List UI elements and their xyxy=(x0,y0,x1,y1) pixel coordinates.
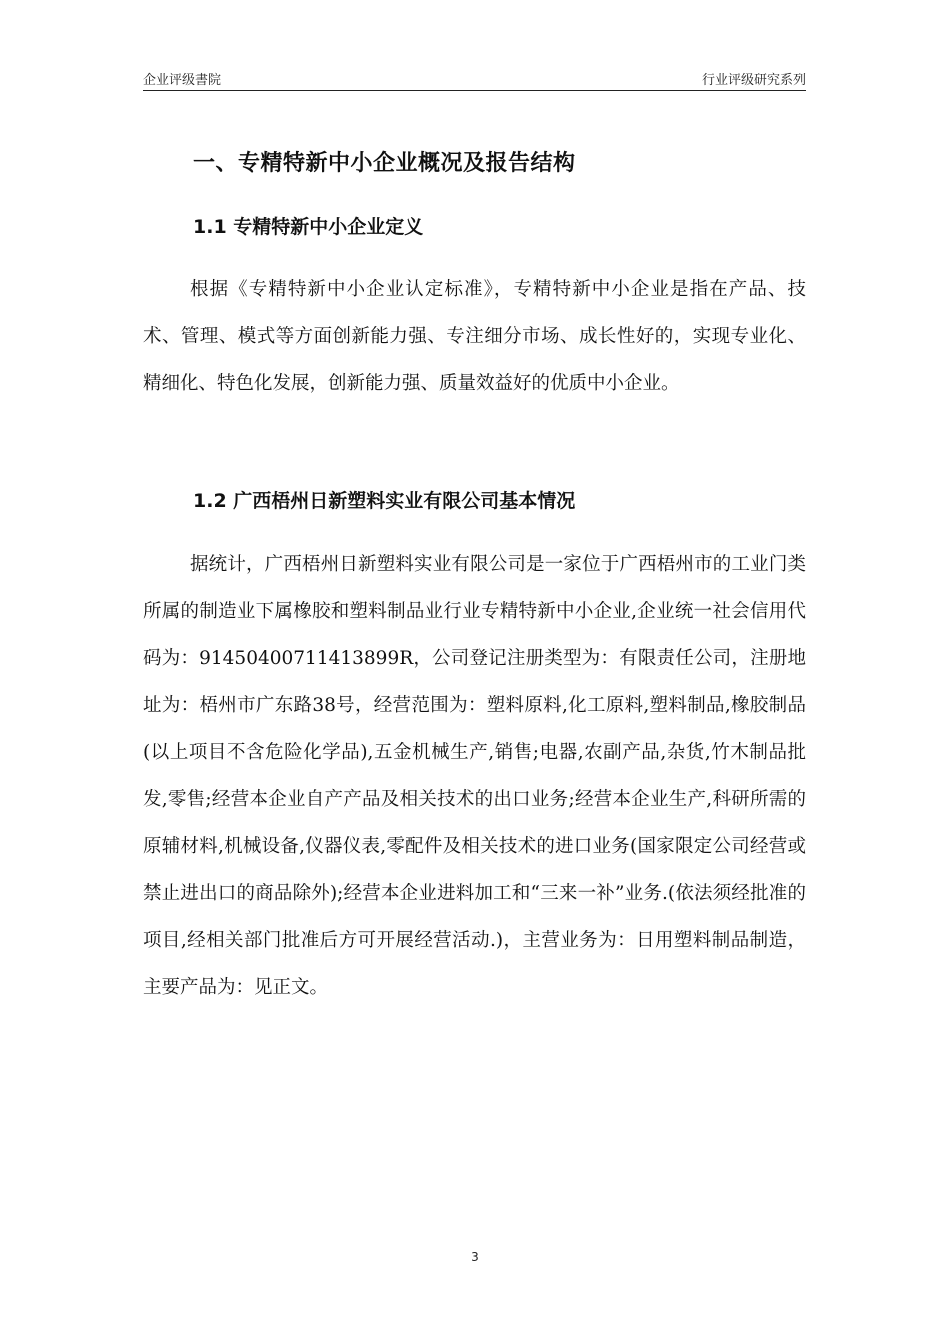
paragraph-company: 据统计，广西梧州日新塑料实业有限公司是一家位于广西梧州市的工业门类所属的制造业下属橡胶和塑料制品业行业专精特新中小企业,企业统一社会信用代码为：91450400711413899R，公司登记注册类型为：有限责任公司，注册地址为：梧州市广东路38号，经营范围为：塑料原料,化工原料,塑料制品,橡胶制品(以上项目不含危险化学品),五金机械生产,销售;电器,农副产品,杂货,竹木制品批发,零售;经营本企业自产产品及相关技术的出口业务;经营本企业生产,科研所需的原辅材料,机械设备,仪器仪表,零配件及相关技术的进口业务(国家限定公司经营或禁止进出口的商品除外);经营本企业进料加工和“三来一补”业务.(依法须经批准的项目,经相关部门批准后方可开展经营活动.)，主营业务为：日用塑料制品制造，主要产品为：见正文。 xyxy=(143,554,806,998)
paragraph-definition: 根据《专精特新中小企业认定标准》，专精特新中小企业是指在产品、技术、管理、模式等方面创新能力强、专注细分市场、成长性好的，实现专业化、精细化、特色化发展，创新能力强、质量效益好的优质中小企业。 xyxy=(143,279,806,394)
subsection-title-definition: 1.1 专精特新中小企业定义 xyxy=(193,216,424,238)
subsection-title-company: 1.2 广西梧州日新塑料实业有限公司基本情况 xyxy=(193,490,576,512)
page-header xyxy=(143,66,806,91)
section-title: 一、专精特新中小企业概况及报告结构 xyxy=(193,151,576,176)
header-right-text: 行业评级研究系列 xyxy=(701,73,806,88)
header-left-text: 企业评级書院 xyxy=(143,73,222,88)
page-number: 3 xyxy=(471,1250,479,1264)
